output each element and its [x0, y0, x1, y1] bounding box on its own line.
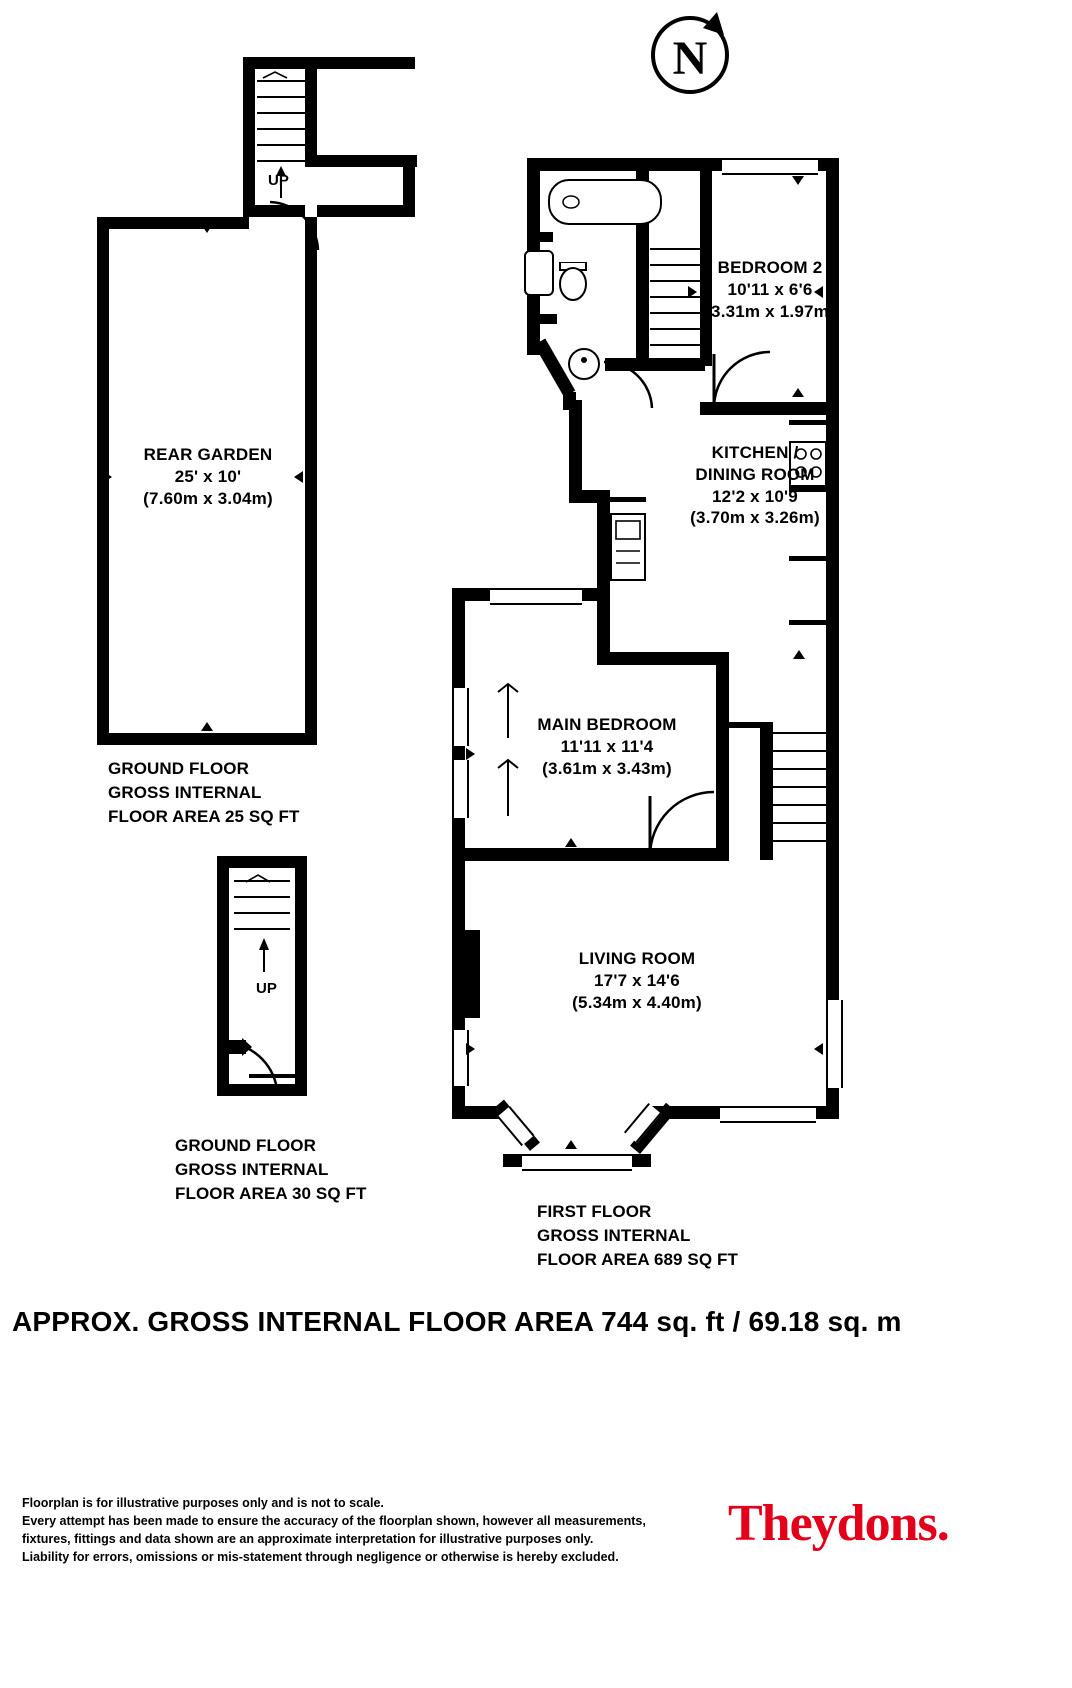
compass-icon [645, 8, 735, 98]
window-living-right [826, 1000, 843, 1088]
kitchen-counter-c [789, 556, 827, 561]
room-label-main-bedroom: MAIN BEDROOM 11'11 x 11'4 (3.61m x 3.43m) [537, 715, 677, 778]
bedroom2-door-swing [712, 350, 778, 412]
living-arrow-right [814, 1043, 823, 1055]
sink-fixture [524, 250, 554, 296]
basin-fixture [566, 346, 602, 382]
living-arrow-bottom [565, 1140, 577, 1149]
bedroom2-arrow-bottom [792, 388, 804, 397]
bathroom-door-swing [600, 360, 656, 412]
bath-wall-b [527, 314, 557, 324]
ff-down-staircase [773, 722, 827, 860]
main-bedroom-arrow-left [466, 748, 475, 760]
floor-label-ground-hall: GROUND FLOOR GROSS INTERNAL FLOOR AREA 30 SQ FT [175, 1136, 367, 1204]
compass-rose [645, 8, 735, 98]
garden-wall-top-left [97, 217, 249, 229]
lr-chimney-breast [452, 930, 480, 1018]
garden-stair-wall-inner-bottom [305, 155, 417, 167]
ff-wall-hall-left [569, 400, 582, 500]
window-main-bedroom-left2 [452, 760, 469, 818]
kitchen-arrow-left [600, 494, 609, 506]
garden-stair-wall-mid [305, 57, 317, 165]
main-bedroom-arrow-bottom [565, 838, 577, 847]
room-label-kitchen-dining: KITCHEN / DINING ROOM 12'2 x 10'9 (3.70m x 3.26m) [690, 443, 820, 528]
window-bedroom2-top [722, 158, 818, 175]
hall-threshold [249, 1074, 295, 1078]
floor-label-first-floor: FIRST FLOOR GROSS INTERNAL FLOOR AREA 689 SQ FT [537, 1202, 738, 1270]
living-arrow-left [466, 1043, 475, 1055]
room-label-bedroom-2: BEDROOM 2 10'11 x 6'6 (3.31m x 1.97m) [705, 258, 835, 321]
garden-arrow-top [201, 224, 213, 233]
window-main-bedroom-top [490, 588, 582, 605]
room-label-living-room: LIVING ROOM 17'7 x 14'6 (5.34m x 4.40m) [572, 949, 702, 1012]
ff-wall-kitchen-left [597, 490, 610, 598]
disclaimer-text: Floorplan is for illustrative purposes only and is not to scale. Every attempt has been made to ensure the accuracy of the floorplan shown, however all measurements, fixtures, fittings and data shown are an approximate interpretation for illustrative purposes only. Liability for errors, omissions or mis-statement through negligence or otherwise is hereby excluded. [22, 1496, 646, 1565]
garden-stair-wall-bottom-right [317, 205, 415, 217]
bedroom2-arrow-top [792, 176, 804, 185]
garden-stair-wall-left [243, 57, 255, 217]
main-bedroom-door-swing [648, 790, 720, 860]
garden-wall-bottom [97, 733, 317, 745]
total-floor-area: APPROX. GROSS INTERNAL FLOOR AREA 744 sq. ft / 69.18 sq. m [12, 1306, 902, 1337]
stair-up-label-hall: UP [256, 980, 277, 997]
window-living-bottom [720, 1106, 816, 1123]
hall-door-swing [218, 1028, 290, 1088]
ff-stair2-top-edge [729, 722, 773, 728]
mb-wall-top-right [597, 652, 729, 665]
kitchen-counter-d [789, 620, 827, 625]
room-label-rear-garden: REAR GARDEN 25' x 10' (7.60m x 3.04m) [143, 445, 273, 508]
hall-staircase [234, 872, 290, 992]
hall-wall-top [217, 856, 307, 868]
svg-text:N: N [672, 32, 708, 85]
window-bay-front [522, 1154, 632, 1171]
landing-wall-bottom [649, 358, 705, 371]
floor-label-ground-garden: GROUND FLOOR GROSS INTERNAL FLOOR AREA 25 SQ FT [108, 759, 300, 827]
ff-stair2-wall [760, 722, 773, 860]
kitchen-arrow-bottom [793, 650, 805, 659]
toilet-fixture [556, 262, 590, 302]
bathtub-fixture [547, 178, 663, 226]
garden-stair-wall-top [243, 57, 415, 69]
kitchen-counter-a [789, 420, 827, 425]
brand-logo: Theydons. [728, 1495, 949, 1552]
bath-wall-right2 [636, 236, 649, 366]
mb-wall-bottom-left [452, 848, 580, 861]
garden-arrow-bottom [201, 722, 213, 731]
hall-wall-right [295, 856, 307, 1096]
bath-wall-a [527, 232, 553, 242]
stair-up-label-garden: UP [268, 172, 289, 189]
window-living-left [452, 1030, 469, 1086]
window-main-bedroom-left1 [452, 688, 469, 746]
